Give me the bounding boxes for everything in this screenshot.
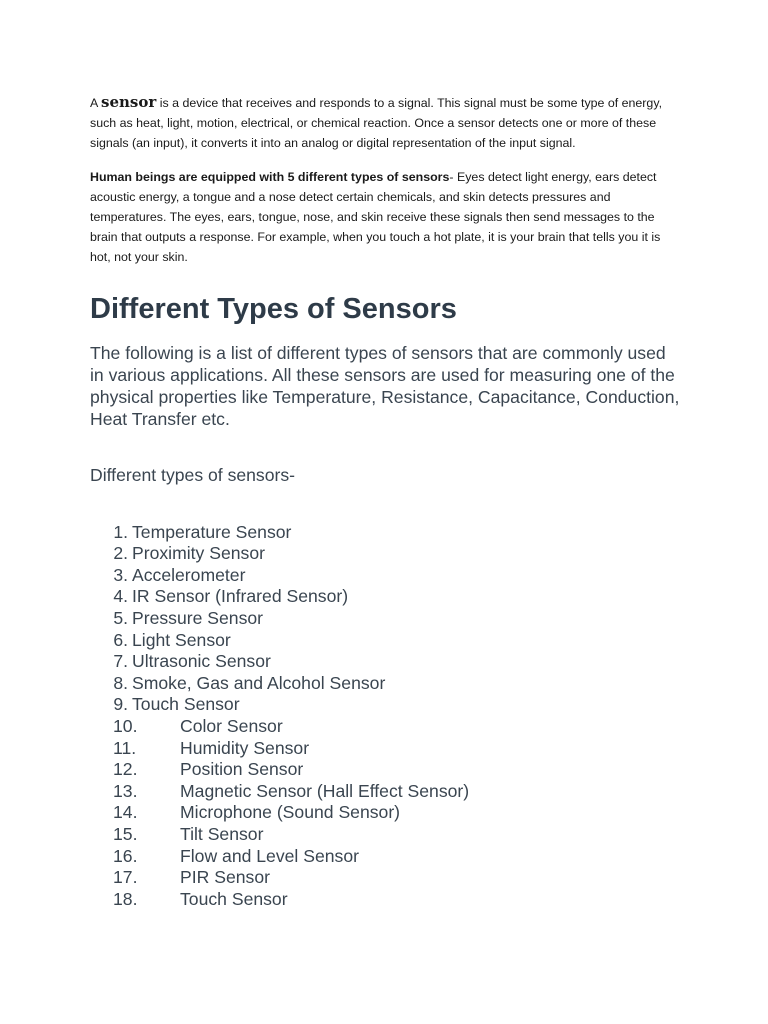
list-item <box>90 716 680 738</box>
list-item-label: Position Sensor <box>180 759 304 780</box>
section-heading: Different Types of Sensors <box>90 292 457 325</box>
list-item-label: Temperature Sensor <box>132 521 292 542</box>
list-subheading: Different types of sensors- <box>90 464 296 485</box>
list-item-number: 16. <box>113 845 138 866</box>
list-item <box>90 565 680 587</box>
list-item-label: Flow and Level Sensor <box>180 845 359 866</box>
list-item <box>90 522 680 544</box>
list-item-number: 2. <box>113 543 128 564</box>
list-item-number: 15. <box>113 823 138 844</box>
list-item-number: 3. <box>113 564 128 585</box>
list-item-number: 1. <box>113 521 128 542</box>
list-item-label: IR Sensor (Infrared Sensor) <box>132 586 349 607</box>
document-page <box>90 92 680 910</box>
definition-prefix: A <box>90 96 102 110</box>
sensor-list <box>90 522 680 911</box>
list-item-label: Touch Sensor <box>180 888 288 909</box>
list-item <box>90 630 680 652</box>
list-item-number: 6. <box>113 629 128 650</box>
list-item-label: Touch Sensor <box>132 694 240 715</box>
list-item-label: Magnetic Sensor (Hall Effect Sensor) <box>180 780 470 801</box>
list-item-label: PIR Sensor <box>180 867 270 888</box>
list-item-number: 12. <box>113 759 138 780</box>
list-item-label: Microphone (Sound Sensor) <box>180 802 401 823</box>
list-item-label: Light Sensor <box>132 629 231 650</box>
list-item-number: 13. <box>113 780 138 801</box>
list-item <box>90 651 680 673</box>
list-item-number: 11. <box>113 737 137 758</box>
list-item-number: 17. <box>113 867 138 888</box>
sensor-definition-paragraph <box>90 92 680 154</box>
list-item-number: 9. <box>113 694 128 715</box>
list-item <box>90 738 680 760</box>
list-item-number: 5. <box>113 608 128 628</box>
list-item-number: 4. <box>113 586 128 607</box>
list-item-number: 8. <box>113 672 128 693</box>
list-item <box>90 867 680 889</box>
list-item-label: Color Sensor <box>180 715 283 736</box>
list-item-label: Accelerometer <box>132 564 246 585</box>
list-item-label: Pressure Sensor <box>132 608 264 628</box>
list-item-label: Smoke, Gas and Alcohol Sensor <box>132 672 386 693</box>
list-item <box>90 781 680 803</box>
list-item <box>90 889 680 911</box>
list-item-label: Ultrasonic Sensor <box>132 651 271 672</box>
list-item-number: 7. <box>113 651 128 672</box>
list-item <box>90 586 680 608</box>
list-item-number: 14. <box>113 802 138 823</box>
list-item <box>90 846 680 868</box>
list-item-label: Proximity Sensor <box>132 543 265 564</box>
list-item <box>90 673 680 695</box>
human-senses-lead: Human beings are equipped with 5 different types of sensors <box>90 169 450 184</box>
human-senses-paragraph <box>90 167 680 268</box>
list-item <box>90 824 680 846</box>
list-item-label: Tilt Sensor <box>180 823 264 844</box>
human-senses-text: - Eyes detect light energy, ears detect acoustic energy, a tongue and a nose detect certain chemicals, and skin detects pressures and temperatures. The eyes, ears, tongue, nose, and skin receive these signals then send messages to the brain that outputs a response. For example, when you touch a hot plate, it is your brain that tells you it is hot, not your skin. <box>90 169 661 265</box>
list-item <box>90 543 680 565</box>
list-item-number: 18. <box>113 888 138 909</box>
intro-paragraph: The following is a list of different types of sensors that are commonly used in various applications. All these sensors are used for measuring one of the physical properties like Temperature, Resistance, Capacitance, Conduction, Heat Transfer etc. <box>90 342 680 429</box>
list-item <box>90 802 680 824</box>
list-item <box>90 694 680 716</box>
sensor-keyword: sensor <box>101 93 157 111</box>
list-item-label: Humidity Sensor <box>180 737 310 758</box>
definition-text: is a device that receives and responds to a signal. This signal must be some type of energy, such as heat, light, motion, electrical, or chemical reaction. Once a sensor detects one or more of these signals (an input), it converts it into an analog or digital representation of the input signal. <box>90 96 663 151</box>
list-item <box>90 608 680 630</box>
list-item <box>90 759 680 781</box>
list-item-number: 10. <box>113 715 138 736</box>
